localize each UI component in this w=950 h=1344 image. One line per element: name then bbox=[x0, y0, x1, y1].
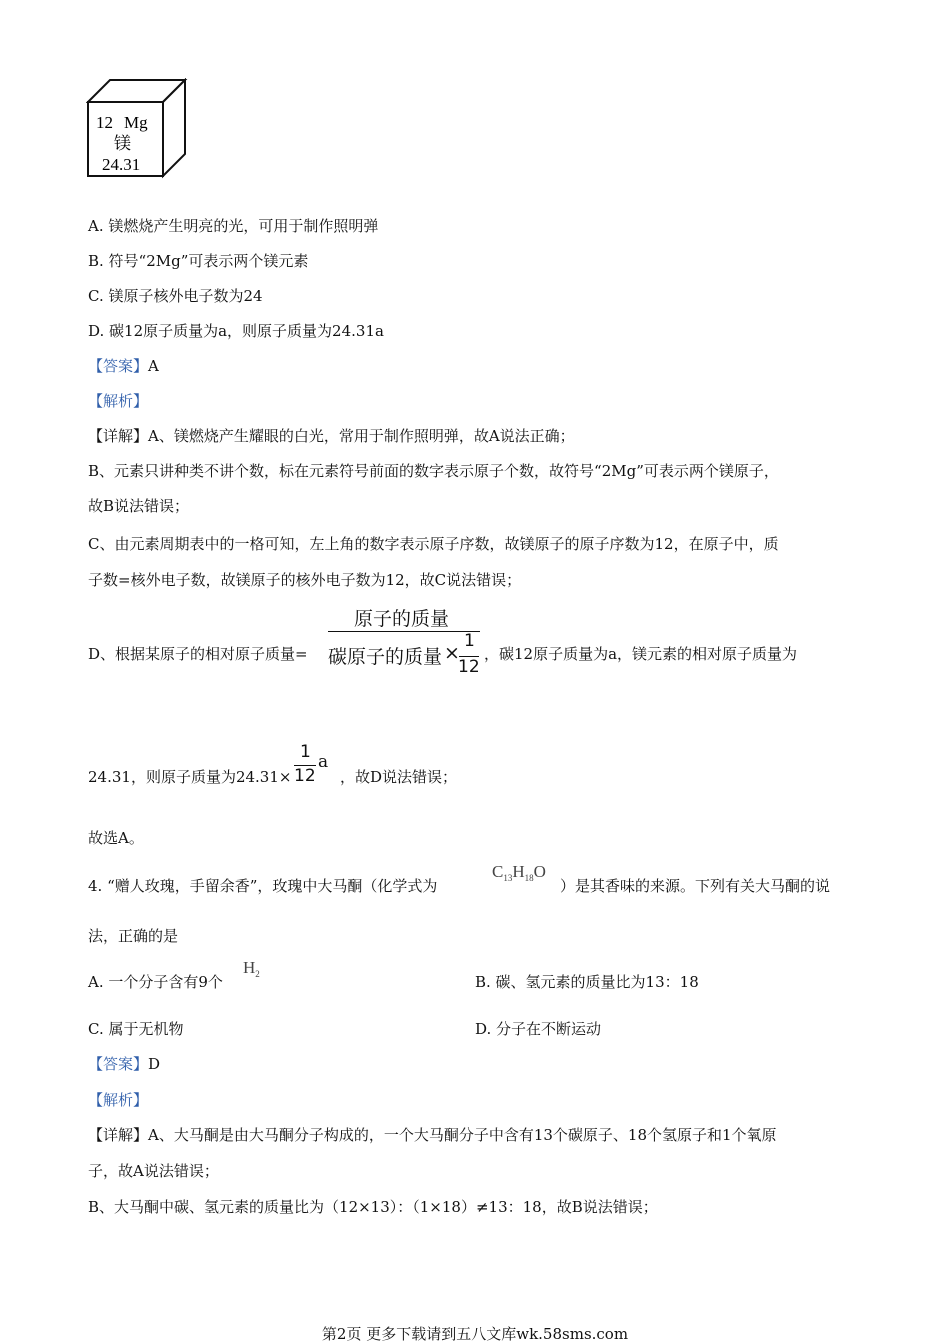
element-name: 镁 bbox=[114, 134, 131, 154]
analysis-tag: 【解析】 bbox=[88, 1091, 149, 1109]
formula-13: 13 bbox=[503, 873, 513, 883]
formula-twelve: 12 bbox=[458, 657, 480, 677]
q3-detail-d-pre: D、根据某原子的相对原子质量= bbox=[88, 645, 308, 663]
frac-one: 1 bbox=[300, 742, 311, 762]
q4-option-c: C. 属于无机物 bbox=[88, 1020, 184, 1038]
h2-2: 2 bbox=[255, 969, 260, 979]
q3-detail-b2: 故B说法错误； bbox=[88, 497, 190, 515]
element-symbol: Mg bbox=[124, 113, 148, 132]
q4-detail-a1: 【详解】A、大马酮是由大马酮分子构成的，一个大马酮分子中含有13个碳原子、18个氢原子和1个氧原 bbox=[88, 1126, 777, 1144]
relative-mass-formula bbox=[328, 604, 482, 678]
analysis-tag: 【解析】 bbox=[88, 392, 149, 410]
formula-line bbox=[328, 631, 480, 632]
q3-detail-b1: B、元素只讲种类不讲个数，标在元素符号前面的数字表示原子个数，故符号“2Mg”可表示两个镁原子， bbox=[88, 462, 779, 480]
answer-value: A bbox=[148, 357, 159, 375]
h2-h: H bbox=[243, 958, 256, 977]
formula-h: H bbox=[512, 862, 525, 881]
answer-value: D bbox=[148, 1055, 161, 1073]
damascone-formula bbox=[492, 862, 546, 882]
answer-tag: 【答案】 bbox=[88, 1055, 149, 1073]
formula-c: C bbox=[492, 862, 504, 881]
q3-conclusion: 故选A。 bbox=[88, 829, 144, 847]
q3-detail-d2-post: ，故D说法错误； bbox=[340, 768, 458, 786]
q3-detail-c2: 子数=核外电子数，故镁原子的核外电子数为12，故C说法错误； bbox=[88, 571, 522, 589]
q4-stem-2: 法，正确的是 bbox=[88, 927, 179, 945]
q3-detail-a: 【详解】A、镁燃烧产生耀眼的白光，常用于制作照明弹，故A说法正确； bbox=[88, 427, 575, 445]
formula-18: 18 bbox=[524, 873, 534, 883]
formula-numerator: 原子的质量 bbox=[354, 608, 450, 630]
q3-option-b: B. 符号“2Mg”可表示两个镁元素 bbox=[88, 252, 309, 270]
element-cell-figure bbox=[86, 78, 188, 180]
q4-option-a-pre: A. 一个分子含有9个 bbox=[88, 973, 223, 991]
q4-answer-line bbox=[88, 1054, 160, 1074]
q4-stem-post: ）是其香味的来源。下列有关大马酮的说 bbox=[560, 877, 831, 895]
q4-option-b: B. 碳、氢元素的质量比为13：18 bbox=[475, 973, 699, 991]
q4-stem-pre: 4. “赠人玫瑰，手留余香”，玫瑰中大马酮（化学式为 bbox=[88, 877, 438, 895]
q3-detail-c1: C、由元素周期表中的一格可知，左上角的数字表示原子序数，故镁原子的原子序数为12，在原子中，质 bbox=[88, 535, 779, 553]
q3-detail-d-post: ，碳12原子质量为a，镁元素的相对原子质量为 bbox=[484, 645, 798, 663]
answer-tag: 【答案】 bbox=[88, 357, 149, 375]
q3-detail-d2-pre: 24.31，则原子质量为24.31× bbox=[88, 768, 292, 786]
frac-a: a bbox=[318, 752, 329, 772]
q4-detail-a2: 子，故A说法错误； bbox=[88, 1162, 219, 1180]
element-mass: 24.31 bbox=[102, 155, 141, 174]
formula-denominator: 碳原子的质量 bbox=[328, 646, 443, 668]
one-twelfth-a bbox=[294, 742, 338, 788]
q3-option-c: C. 镁原子核外电子数为24 bbox=[88, 287, 263, 305]
element-number: 12 bbox=[96, 113, 113, 132]
formula-times: × bbox=[444, 642, 460, 664]
formula-o: O bbox=[533, 862, 546, 881]
formula-one: 1 bbox=[464, 631, 475, 651]
q3-answer-line bbox=[88, 356, 159, 376]
h2-formula bbox=[243, 958, 260, 978]
page-footer: 第2页 更多下载请到五八文库wk.58sms.com bbox=[321, 1325, 629, 1343]
q3-option-d: D. 碳12原子质量为a，则原子质量为24.31a bbox=[88, 322, 384, 340]
frac-twelve: 12 bbox=[294, 766, 316, 786]
q4-option-d: D. 分子在不断运动 bbox=[475, 1020, 602, 1038]
q4-detail-b: B、大马酮中碳、氢元素的质量比为（12×13）：（1×18）≠13：18，故B说法错误； bbox=[88, 1198, 658, 1216]
q3-option-a: A. 镁燃烧产生明亮的光，可用于制作照明弹 bbox=[88, 217, 379, 235]
